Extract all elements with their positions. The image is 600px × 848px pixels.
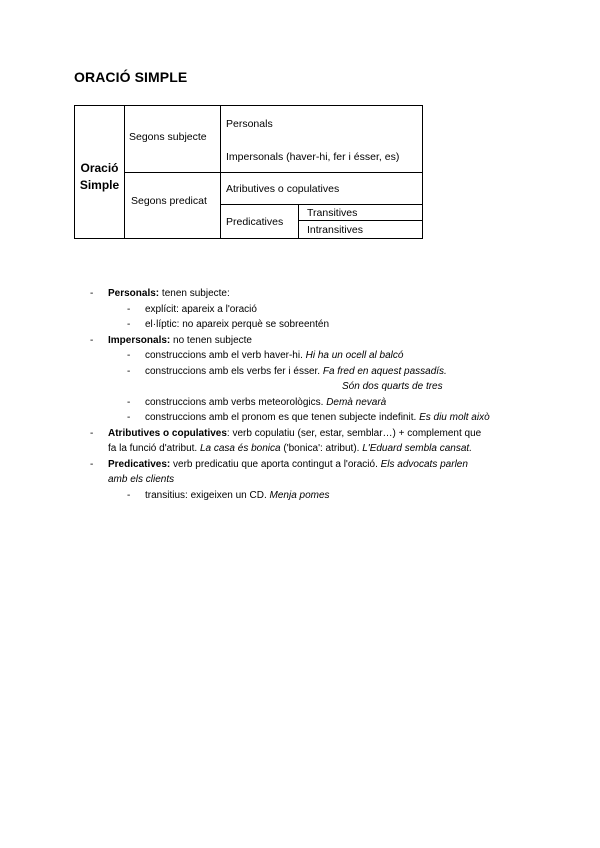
term-impersonals: Impersonals: [108, 334, 171, 346]
sub-item-text: construccions amb el pronom es que tenen subjecte indefinit. [145, 412, 420, 423]
definition: tenen subjecte: [159, 288, 230, 299]
sub-item-text: construccions amb verbs meteorològics. [145, 396, 327, 408]
term-atributives: Atributives o copulatives [108, 427, 227, 439]
sub-item-text: transitius: exigeixen un CD. [145, 489, 270, 501]
cell-intransitives: Intransitives [307, 224, 364, 236]
definition: fa la funció d'atribut. [108, 443, 200, 454]
example: L'Eduard sembla cansat. [362, 443, 472, 454]
cell-personals: Personals [226, 118, 273, 130]
list-item: - Personals: tenen subjecte: [90, 288, 230, 299]
definition: : verb copulatiu (ser, estar, semblar…) + complement que [226, 427, 482, 439]
list-item: - construccions amb el verb haver-hi. Hi ha un ocell al balcó [127, 350, 404, 361]
cell-predicatives: Predicatives [226, 216, 284, 228]
classification-table [74, 105, 423, 239]
example: Els advocats parlen [380, 458, 468, 470]
list-item [0, 379, 600, 395]
table-line [124, 172, 422, 173]
term-predicatives: Predicatives: [108, 458, 171, 470]
list-item: - el·líptic: no apareix perquè se sobreentén [0, 317, 600, 333]
list-item-continuation [0, 441, 600, 457]
example: Es diu molt això [419, 412, 490, 423]
list-item-continuation [0, 472, 600, 488]
table-line [298, 220, 422, 221]
list-item: - Atributives o copulatives: verb copulatiu (ser, estar, semblar…) + complement que [90, 427, 482, 439]
table-line [298, 204, 299, 238]
definition: no tenen subjecte [170, 334, 252, 346]
list-item: - explícit: apareix a l'oració [0, 302, 600, 318]
cell-transitives: Transitives [307, 207, 358, 219]
list-item: - construccions amb el pronom es que tenen subjecte indefinit. Es diu molt això [127, 412, 490, 423]
cell-impersonals: Impersonals (haver-hi, fer i ésser, es) [226, 151, 400, 163]
list-item: - Predicatives: verb predicatiu que aporta contingut a l'oració. Els advocats parlen [90, 458, 468, 470]
list-item: - construccions amb els verbs fer i ésser. Fa fred en aquest passadís. [127, 365, 447, 377]
term-personals: Personals: [108, 288, 160, 299]
list-item: - transitius: exigeixen un CD. Menja pomes [127, 489, 330, 501]
example: amb els clients [108, 474, 175, 485]
cell-atributives: Atributives o copulatives [226, 183, 340, 195]
example: La casa és bonica [199, 443, 281, 454]
page-title: ORACIÓ SIMPLE [74, 69, 188, 85]
definition: verb predicatiu que aporta contingut a l'oració. [170, 458, 381, 470]
example: Hi ha un ocell al balcó [305, 350, 404, 361]
cell-segons-subjecte: Segons subjecte [129, 131, 207, 143]
cell-segons-predicat: Segons predicat [131, 195, 207, 207]
table-root-label: Oració Simple [79, 161, 120, 192]
sub-item: explícit: apareix a l'oració [145, 303, 257, 315]
example: Demà nevarà [326, 396, 387, 408]
sub-item: el·líptic: no apareix perquè se sobreentén [145, 319, 330, 330]
example: Fa fred en aquest passadís. [322, 365, 447, 377]
sub-item-text: construccions amb el verb haver-hi. [145, 350, 306, 361]
example: Són dos quarts de tres [342, 381, 443, 392]
table-line [220, 204, 422, 205]
list-item: - construccions amb verbs meteorològics. Demà nevarà [127, 396, 387, 408]
sub-item-text: construccions amb els verbs fer i ésser. [145, 365, 323, 377]
explanation-list [0, 286, 600, 503]
example: Menja pomes [269, 489, 330, 501]
list-item: - Impersonals: no tenen subjecte [90, 334, 252, 346]
note: ('bonica': atribut). [280, 443, 363, 454]
